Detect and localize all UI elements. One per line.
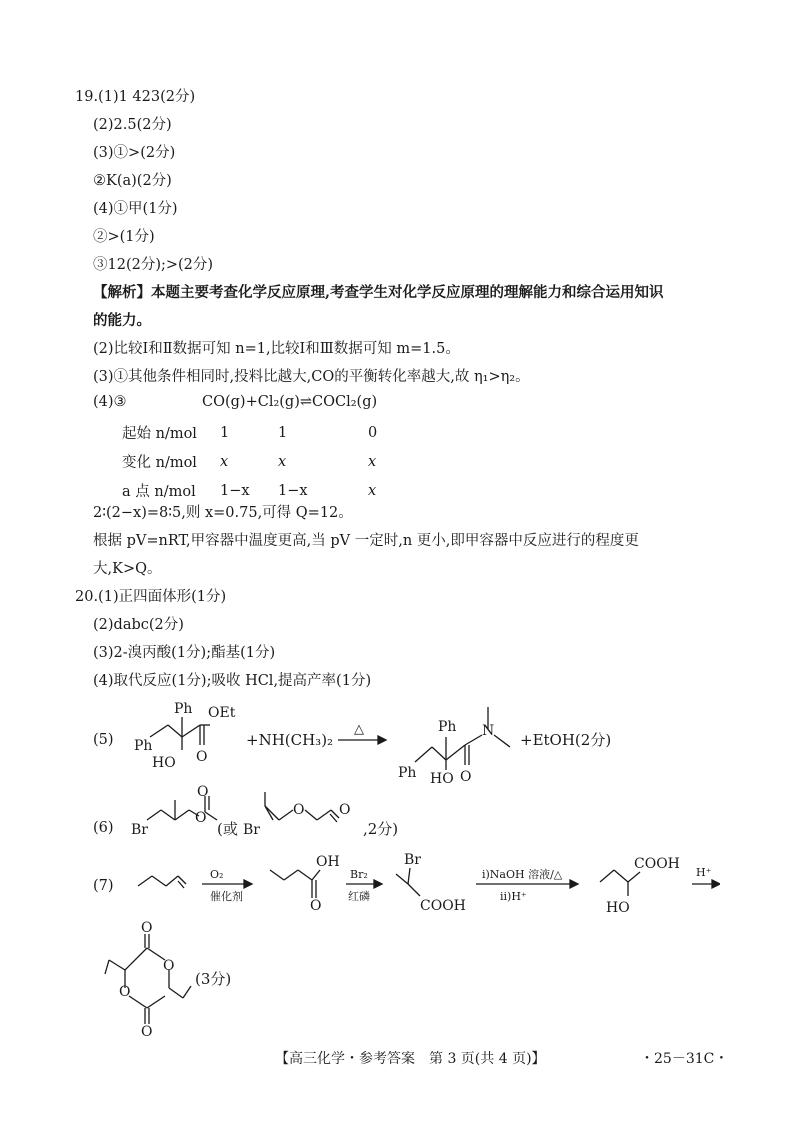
q19-explain-2: (2)比较Ⅰ和Ⅱ数据可知 n=1,比较Ⅰ和Ⅲ数据可知 m=1.5。 <box>93 341 460 357</box>
ice-cell: 0 <box>368 424 378 441</box>
ice-label: 起始 n/mol <box>122 426 197 442</box>
phenyl-label: Ph <box>134 738 153 754</box>
carboxyl-label: COOH <box>634 856 680 872</box>
hydrolysis-step: ⅰ)NaOH 溶液/△ <box>482 868 563 881</box>
bromine-reagent: Br₂ <box>350 868 368 881</box>
ice-row <box>122 418 377 447</box>
score-note: ,2分) <box>363 820 399 838</box>
product-ethanol: +EtOH(2分) <box>520 731 612 749</box>
oxygen-label: O <box>460 769 472 785</box>
q19-part1: 19.(1)1 423(2分) <box>75 89 196 105</box>
q19-explain-4-label: (4)③ <box>93 394 127 410</box>
acid-catalyst: H⁺ <box>696 866 712 879</box>
q20-part3: (3)2-溴丙酸(1分);酯基(1分) <box>93 645 276 661</box>
hydroxyl-label: OH <box>316 854 340 870</box>
bromo-label: Br <box>131 822 148 838</box>
q19-part3b: ②K(a)(2分) <box>93 173 172 189</box>
page-footer: 【高三化学・参考答案 第 3 页(共 4 页)】 <box>275 1051 546 1067</box>
catalyst-label: 催化剂 <box>210 890 243 903</box>
bromo-label: Br <box>243 822 260 838</box>
q19-part3: (3)①>(2分) <box>93 145 176 161</box>
ice-cell: 1 <box>220 424 230 441</box>
analysis-tag: 【解析】 <box>93 284 151 301</box>
score-note: (3分) <box>195 970 232 988</box>
equilibrium-equation: CO(g)+Cl₂(g)⇌COCl₂(g) <box>202 394 378 410</box>
red-phosphorus-label: 红磷 <box>348 890 370 903</box>
phenyl-label: Ph <box>174 701 193 717</box>
hydroxyl-label: HO <box>430 771 454 787</box>
q19-part4b: ②>(1分) <box>93 229 155 245</box>
q20-part6-label: (6) <box>93 820 114 836</box>
q20-part7-label: (7) <box>93 878 114 894</box>
phenyl-label: Ph <box>398 765 417 781</box>
ice-row <box>122 476 377 505</box>
acidify-step: ⅱ)H⁺ <box>500 890 527 903</box>
oxygen-label: O <box>141 1024 153 1038</box>
q19-conclusion-2: 大,K>Q。 <box>93 561 162 577</box>
ester-oet-label: OEt <box>208 705 236 721</box>
q19-part4: (4)①甲(1分) <box>93 201 178 217</box>
analysis-line-1 <box>93 283 664 303</box>
q20-part4: (4)取代反应(1分);吸收 HCl,提高产率(1分) <box>93 673 372 689</box>
ice-cell: x <box>278 453 287 470</box>
carboxyl-label: COOH <box>420 898 466 914</box>
oxygen-label: O <box>293 802 305 818</box>
ice-table <box>122 418 377 505</box>
ice-row <box>122 447 377 476</box>
ice-cell: 1−x <box>220 482 250 499</box>
q19-explain-3: (3)①其他条件相同时,投料比越大,CO的平衡转化率越大,故 η₁>η₂。 <box>93 369 530 385</box>
q20-part5-label: (5) <box>93 732 114 748</box>
ice-cell: x <box>220 453 229 470</box>
alternative-prefix: (或 <box>217 820 238 838</box>
hydroxyl-label: HO <box>606 900 630 916</box>
reaction-5-scheme <box>120 695 740 795</box>
q19-part4c: ③12(2分);>(2分) <box>93 257 214 273</box>
nitrogen-label: N <box>482 723 495 739</box>
oxygen-label: O <box>310 898 322 914</box>
cyclic-diester-product <box>95 918 275 1038</box>
synthesis-route <box>120 848 720 918</box>
ring-oxygen-label: O <box>163 958 175 974</box>
ice-cell: x <box>368 453 377 470</box>
analysis-line-2: 的能力。 <box>93 312 151 329</box>
ring-oxygen-label: O <box>119 984 131 1000</box>
ice-cell: x <box>368 482 377 499</box>
q19-calc: 2∶(2−x)=8∶5,则 x=0.75,可得 Q=12。 <box>93 505 353 521</box>
document-code: ・25－31C・ <box>640 1051 729 1067</box>
oxygen-label: O <box>141 920 153 936</box>
oxidant-label: O₂ <box>210 868 224 881</box>
oxygen-label: O <box>196 749 208 765</box>
phenyl-label: Ph <box>438 719 457 735</box>
ice-cell: 1−x <box>278 482 308 499</box>
ice-cell: 1 <box>278 424 288 441</box>
q19-conclusion-1: 根据 pV=nRT,甲容器中温度更高,当 pV 一定时,n 更小,即甲容器中反应进行的程度更 <box>93 533 639 549</box>
q20-part1: 20.(1)正四面体形(1分) <box>75 589 227 605</box>
heat-condition: △ <box>354 722 364 737</box>
hydroxyl-label: HO <box>152 755 176 771</box>
ice-label: 变化 n/mol <box>122 455 197 471</box>
bromo-label: Br <box>404 852 421 868</box>
oxygen-label: O <box>339 802 351 818</box>
q19-part2: (2)2.5(2分) <box>93 117 172 133</box>
part-6-structures <box>125 782 425 842</box>
ice-label: a 点 n/mol <box>122 484 196 500</box>
analysis-text: 本题主要考查化学反应原理,考查学生对化学反应原理的理解能力和综合运用知识 <box>151 284 664 301</box>
amine-reagent: +NH(CH₃)₂ <box>246 731 334 749</box>
oxygen-label: O <box>197 784 209 800</box>
q20-part2: (2)dabc(2分) <box>93 617 184 633</box>
oxygen-label: O <box>195 810 207 826</box>
